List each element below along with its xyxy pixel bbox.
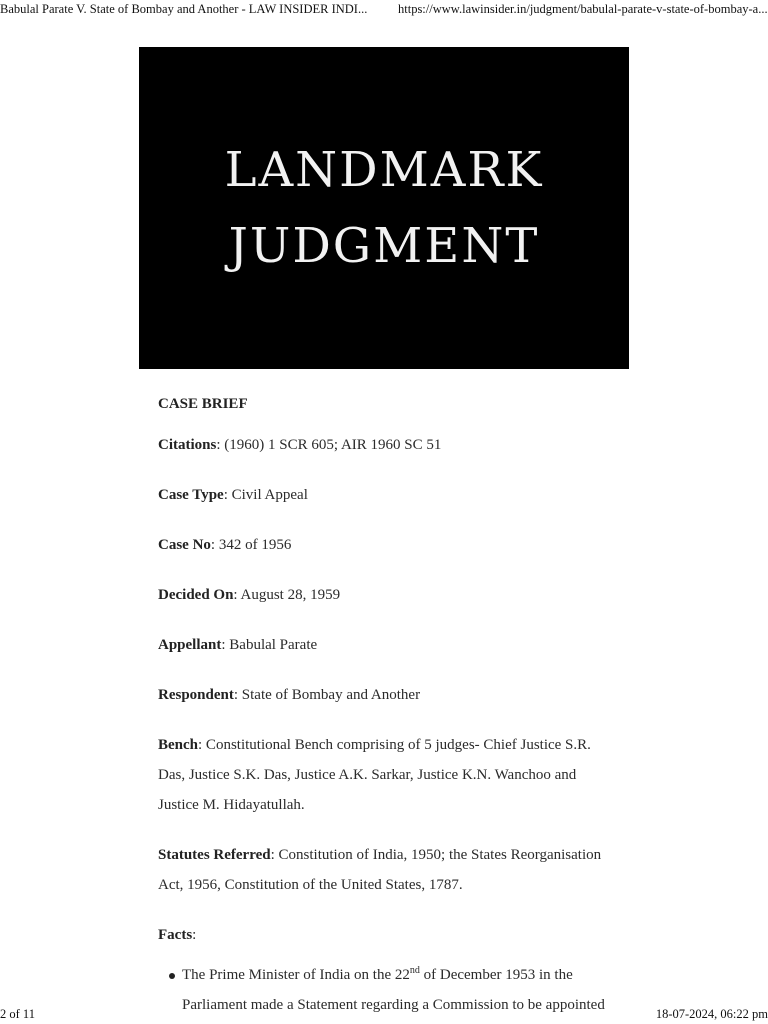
statutes-label: Statutes Referred [158, 847, 271, 863]
respondent-label: Respondent [158, 687, 234, 703]
decided-on-label: Decided On [158, 587, 234, 603]
facts-label: Facts [158, 927, 193, 943]
banner-line-1: LANDMARK [224, 142, 544, 198]
facts-list [158, 960, 618, 1020]
case-type-row [158, 480, 618, 510]
page-header-url: https://www.lawinsider.in/judgment/babulal-parate-v-state-of-bombay-a... [398, 2, 768, 16]
bench-label: Bench [158, 737, 199, 753]
fact-item [182, 960, 618, 1020]
appellant-row [158, 630, 618, 660]
page-number: 2 of 11 [0, 1007, 35, 1021]
appellant-value: : Babulal Parate [221, 637, 318, 653]
appellant-label: Appellant [158, 637, 222, 653]
case-type-value: : Civil Appeal [223, 487, 308, 503]
decided-on-value: : August 28, 1959 [233, 587, 341, 603]
respondent-value: : State of Bombay and Another [233, 687, 421, 703]
case-no-label: Case No [158, 537, 211, 553]
print-datetime: 18-07-2024, 06:22 pm [655, 1007, 768, 1021]
case-no-row [158, 530, 618, 560]
case-brief-content [158, 392, 618, 1020]
decided-on-row [158, 580, 618, 610]
respondent-row [158, 680, 618, 710]
case-brief-heading: CASE BRIEF [158, 396, 248, 412]
statutes-value: : Constitution of India, 1950; the States Reorganisation Act, 1956, Constitution of the United States, 1787. [158, 847, 602, 893]
facts-colon: : [192, 927, 197, 943]
citations-label: Citations [158, 437, 217, 453]
statutes-row [158, 840, 618, 900]
page-header-title: Babulal Parate V. State of Bombay and Another - LAW INSIDER INDI... [0, 2, 368, 16]
case-type-label: Case Type [158, 487, 224, 503]
citations-value: : (1960) 1 SCR 605; AIR 1960 SC 51 [216, 437, 442, 453]
fact-ordinal-suffix: nd [409, 965, 420, 976]
case-no-value: : 342 of 1956 [210, 537, 292, 553]
bench-row [158, 730, 618, 820]
landmark-judgment-banner [139, 47, 629, 369]
facts-heading-row [158, 920, 618, 950]
fact-text-end: of December 1953 in the Parliament made a Statement regarding a Commission to be appointed [182, 967, 605, 1013]
citations-row [158, 430, 618, 460]
fact-text-start: The Prime Minister of India on the 22 [182, 967, 410, 983]
banner-line-2: JUDGMENT [228, 218, 540, 274]
bench-value: : Constitutional Bench comprising of 5 judges- Chief Justice S.R. Das, Justice S.K. Das, Justice A.K. Sarkar, Justice K.N. Wanchoo and Justice M. Hidayatullah. [158, 737, 591, 813]
